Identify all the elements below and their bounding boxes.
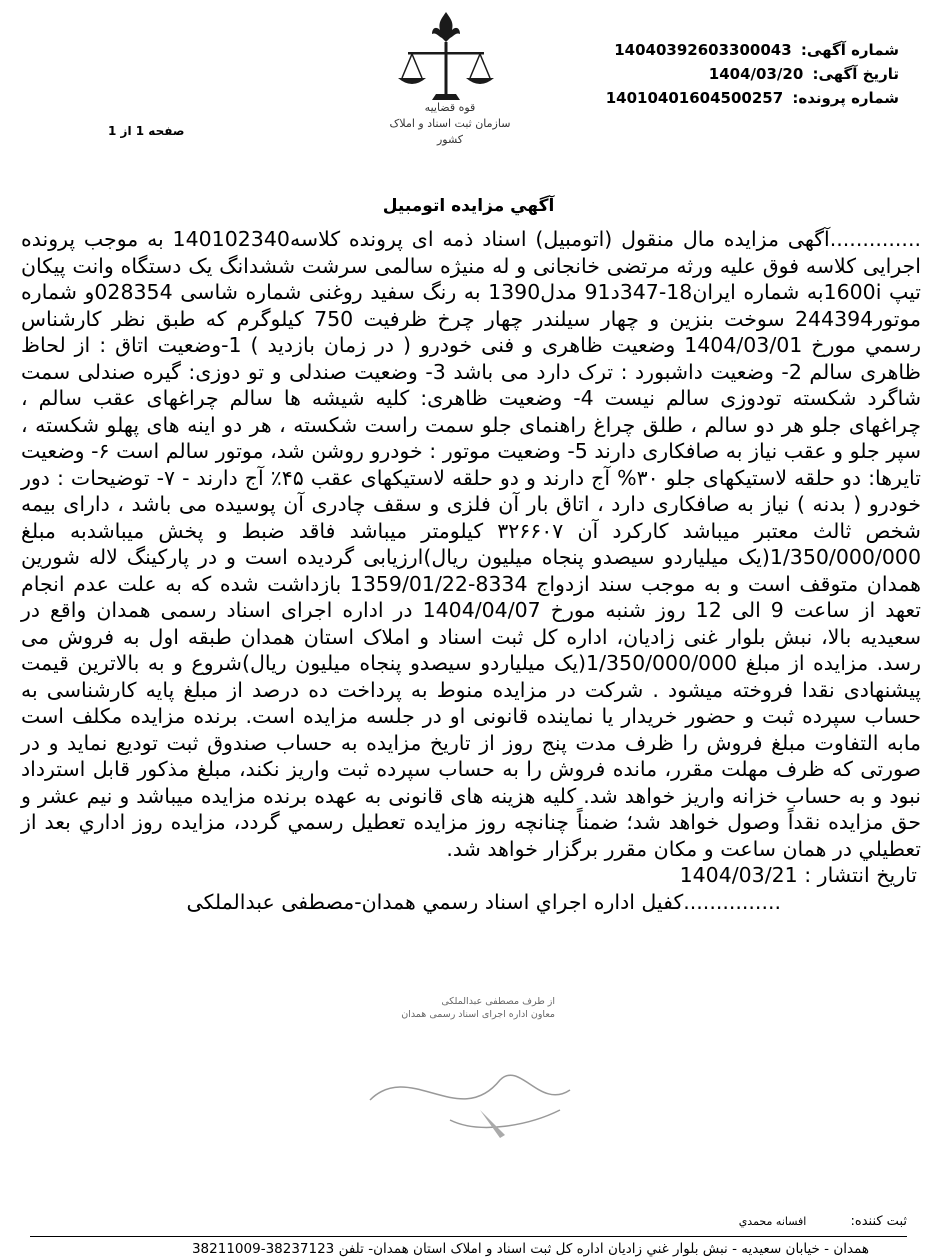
footer-divider <box>30 1236 907 1237</box>
signature-line: ...............كفيل اداره اجراي اسناد رسمي همدان-مصطفی عبدالملکی <box>186 889 781 914</box>
logo-caption <box>380 100 520 148</box>
footer-address: همدان - خیابان سعیدیه - نبش بلوار غني زاديان اداره کل ثبت اسناد و املاک استان همدان- تلفن 38237123-38211009 <box>191 1241 869 1257</box>
ad-date: 1404/03/20 <box>708 65 804 83</box>
stamp-line-1: از طرف مصطفی عبدالملکی <box>441 996 555 1007</box>
ad-date-row <box>606 62 899 86</box>
stamp-line-2: معاون اداره اجرای اسناد رسمی همدان <box>401 1009 555 1020</box>
publish-date-label: تاریخ انتشار : <box>804 863 917 887</box>
registrar-label: ثبت كننده: <box>850 1214 907 1229</box>
page-number: صفحه 1 از 1 <box>108 124 185 138</box>
signature-stamp <box>355 995 555 1021</box>
ad-number-label: شماره آگهی: <box>800 41 899 59</box>
ad-date-label: تاریخ آگهی: <box>812 65 899 83</box>
registrar-name: افسانه محمدي <box>738 1215 807 1228</box>
ad-metadata <box>606 38 899 110</box>
document-title: آگهي مزايده اتومبيل <box>382 196 555 216</box>
handwritten-signature-icon <box>330 1040 610 1150</box>
registrar-row <box>739 1214 907 1229</box>
case-number-label: شماره پرونده: <box>792 89 899 107</box>
ad-number: 14040392603300043 <box>614 41 792 59</box>
case-number: 14010401604500257 <box>605 89 784 107</box>
notice-paragraph: ..............آگهی مزایده مال منقول (اتومبیل) اسناد ذمه ای پرونده کلاسه140102340 به موجب پرونده اجرایی کلاسه فوق علیه ورثه مرتضی خانجانی و له منیژه سالمی سرشت ششدانگ یک دستگاه وانت پیکان تیپ 1600iبه شماره ایران18-347د91 مدل1390 به رنگ سفید روغنی شماره شاسی 028354و شماره موتور244394 سوخت بنزین و چهار سیلندر چهار چرخ ظرفیت 750 کیلوگرم که طبق نظر کارشناس رسمي مورخ 1404/03/01 وضعیت ظاهری و فنی خودرو ( در زمان بازدید ) 1-وضعیت اتاق : از لحاظ ظاهری سالم 2- وضعیت داشبورد : ترک دارد می باشد 3- وضعیت صندلی و تو دوزی: گیره صندلی سمت شاگرد شکسته تودوزی سالم نیست 4- وضعیت ظاهری: کلیه شیشه ها سالم چراغهای عقب سالم ، چراغهای جلو هر دو سالم ، طلق چراغ راهنمای جلو سمت راست شکسته ، هر دو اینه های پهلو شکسته ، سپر جلو و عقب نیاز به صافکاری دارند 5- وضعیت موتور : خودرو روشن شد، موتور سالم است ۶- وضعیت تایرها: دو حلقه لاستیکهای جلو ۳۰% آج دارند و دو حلقه لاستیکهای عقب ۴۵٪ آج دارند - ۷- توضیحات : دور خودرو ( بدنه ) نیاز به صافکاری دارد ، اتاق بار آن فلزی و سقف چادری آن پوسیده می باشد ، دارای بیمه شخص ثالث معتبر میباشد کارکرد آن ۳۲۶۶۰۷ کیلومتر میباشد فاقد ضبط و پخش میباشدبه مبلغ 1/350/000/000(یک میلیاردو سیصدو پنجاه میلیون ریال)ارزیابی گردیده است و در پارکینگ لاله شورین همدان متوقف است و به موجب سند ازدواج 8334-1359/01/22 بازداشت شده که به علت عدم انجام تعهد از ساعت 9 الی 12 روز شنبه مورخ 1404/04/07 در اداره اجرای اسناد رسمی همدان واقع در سعیدیه بالا، نبش بلوار غنی زادیان، اداره کل ثبت اسناد و املاک استان همدان طبقه اول به فروش می رسد. مزایده از مبلغ 1/350/000/000(یک میلیاردو سیصدو پنجاه میلیون ریال)شروع و به بالاترین قیمت پیشنهادی نقدا فروخته میشود . شرکت در مزایده منوط به پرداخت ده درصد از مبلغ پایه کارشناسی به حساب سپرده ثبت و حضور خریدار یا نماینده قانونی او در جلسه مزایده است. برنده مزایده مکلف است مابه التفاوت مبلغ فروش را ظرف مدت پنج روز از تاریخ مزایده به حساب صندوق ثبت توديع نمايد و در صورتی که ظرف مهلت مقرر، مانده فروش را به حساب سپرده ثبت واریز نکند، مبلغ مذکور قابل استرداد نبود و به حساب خزانه واریز خواهد شد. کلیه هزینه های قانونی به عهده برنده مزایده میباشد و نیم عشر و حق مزایده نقداً وصول خواهد شد؛ ضمناً چنانچه روز مزايده تعطيل رسمي گردد، مزايده روز اداري بعد از تعطيلي در همان ساعت و مکان مقرر برگزار خواهد شد. <box>21 227 922 861</box>
ad-number-row <box>606 38 899 62</box>
case-number-row <box>606 86 899 110</box>
publish-date-row <box>21 862 917 889</box>
publish-date: 1404/03/21 <box>679 863 798 887</box>
logo-caption-top: قوه قضاییه <box>424 101 476 114</box>
notice-body <box>21 226 921 915</box>
logo-caption-bottom: سازمان ثبت اسناد و املاک کشور <box>389 117 511 146</box>
